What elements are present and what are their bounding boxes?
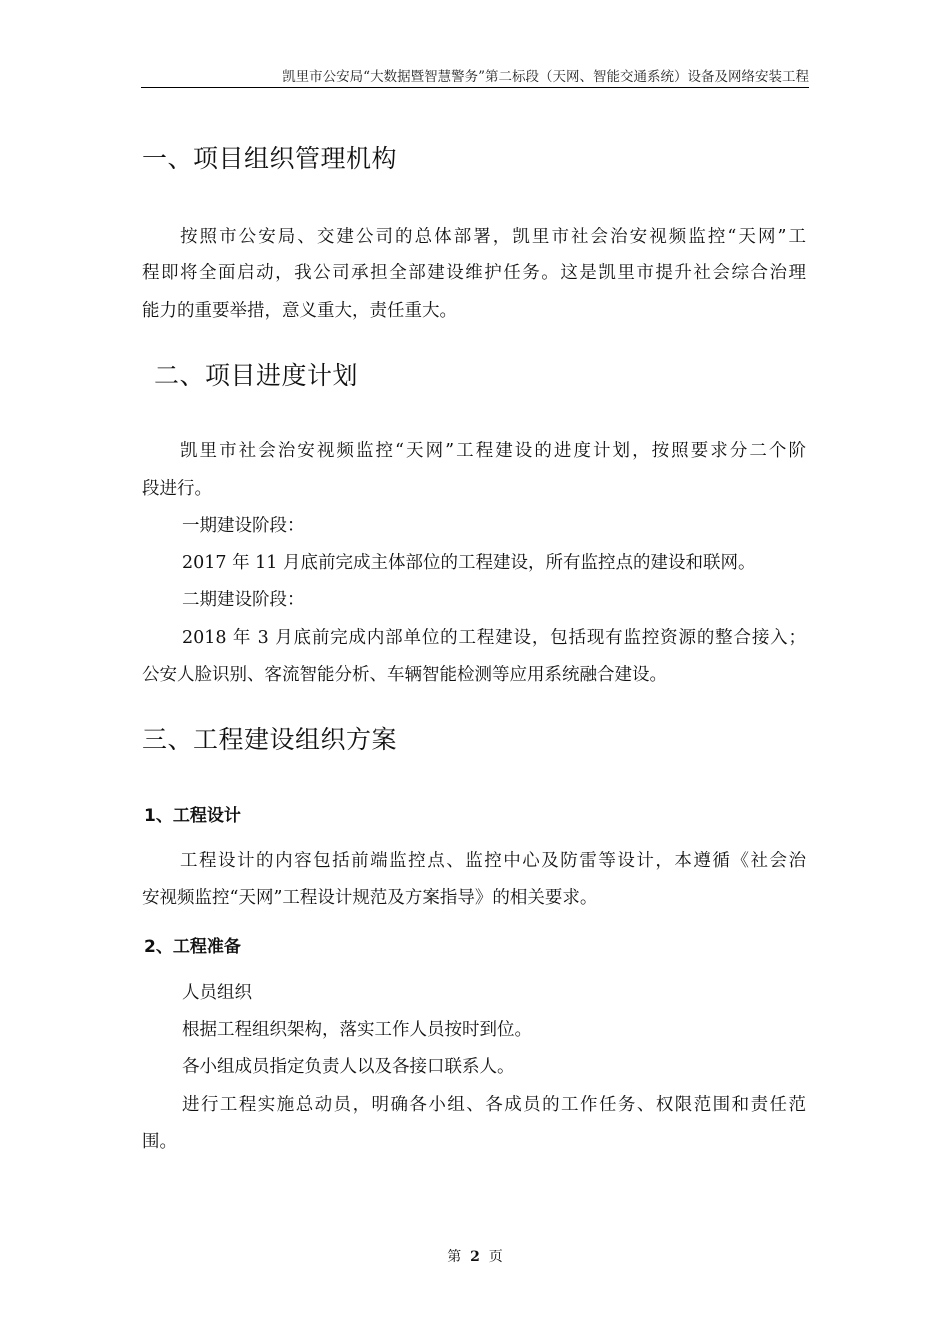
paragraph-line: 按照市公安局、交建公司的总体部署，凯里市社会治安视频监控“天网”工 bbox=[180, 227, 806, 247]
page-prefix: 第 bbox=[447, 1249, 462, 1265]
page-number-footer bbox=[0, 1248, 950, 1266]
paragraph-line: 进行工程实施总动员，明确各小组、各成员的工作任务、权限范围和责任范 bbox=[182, 1095, 806, 1115]
paragraph-line: 工程设计的内容包括前端监控点、监控中心及防雷等设计，本遵循《社会治 bbox=[180, 851, 806, 871]
page-suffix: 页 bbox=[488, 1249, 503, 1265]
paragraph-line: 能力的重要举措，意义重大，责任重大。 bbox=[142, 301, 457, 321]
paragraph-line: 根据工程组织架构，落实工作人员按时到位。 bbox=[182, 1020, 532, 1040]
paragraph-line: 2017 年 11 月底前完成主体部位的工程建设，所有监控点的建设和联网。 bbox=[182, 553, 756, 573]
paragraph-line: 2018 年 3 月底前完成内部单位的工程建设，包括现有监控资源的整合接入； bbox=[182, 628, 806, 648]
paragraph-line: 段进行。 bbox=[142, 479, 212, 499]
running-header: 凯里市公安局“大数据暨智慧警务”第二标段（天网、智能交通系统）设备及网络安装工程 bbox=[282, 69, 809, 85]
subsection-heading-preparation: 2、工程准备 bbox=[144, 937, 241, 957]
paragraph-line: 凯里市社会治安视频监控“天网”工程建设的进度计划，按照要求分二个阶 bbox=[180, 441, 806, 461]
phase-label: 二期建设阶段： bbox=[182, 590, 305, 610]
phase-label: 一期建设阶段： bbox=[182, 516, 305, 536]
paragraph-line: 程即将全面启动，我公司承担全部建设维护任务。这是凯里市提升社会综合治理 bbox=[142, 263, 806, 283]
section-heading-schedule: 二、项目进度计划 bbox=[154, 361, 359, 390]
header-divider bbox=[141, 87, 809, 88]
section-heading-organization: 一、项目组织管理机构 bbox=[142, 144, 398, 173]
paragraph-line: 围。 bbox=[142, 1132, 177, 1152]
subsection-heading-design: 1、工程设计 bbox=[144, 806, 241, 826]
paragraph-line: 各小组成员指定负责人以及各接口联系人。 bbox=[182, 1057, 515, 1077]
page-number: 2 bbox=[470, 1249, 480, 1265]
section-heading-construction-plan: 三、工程建设组织方案 bbox=[142, 725, 398, 754]
paragraph-line: 人员组织 bbox=[182, 983, 252, 1003]
paragraph-line: 安视频监控“天网”工程设计规范及方案指导》的相关要求。 bbox=[142, 888, 598, 908]
paragraph-line: 公安人脸识别、客流智能分析、车辆智能检测等应用系统融合建设。 bbox=[142, 665, 667, 685]
